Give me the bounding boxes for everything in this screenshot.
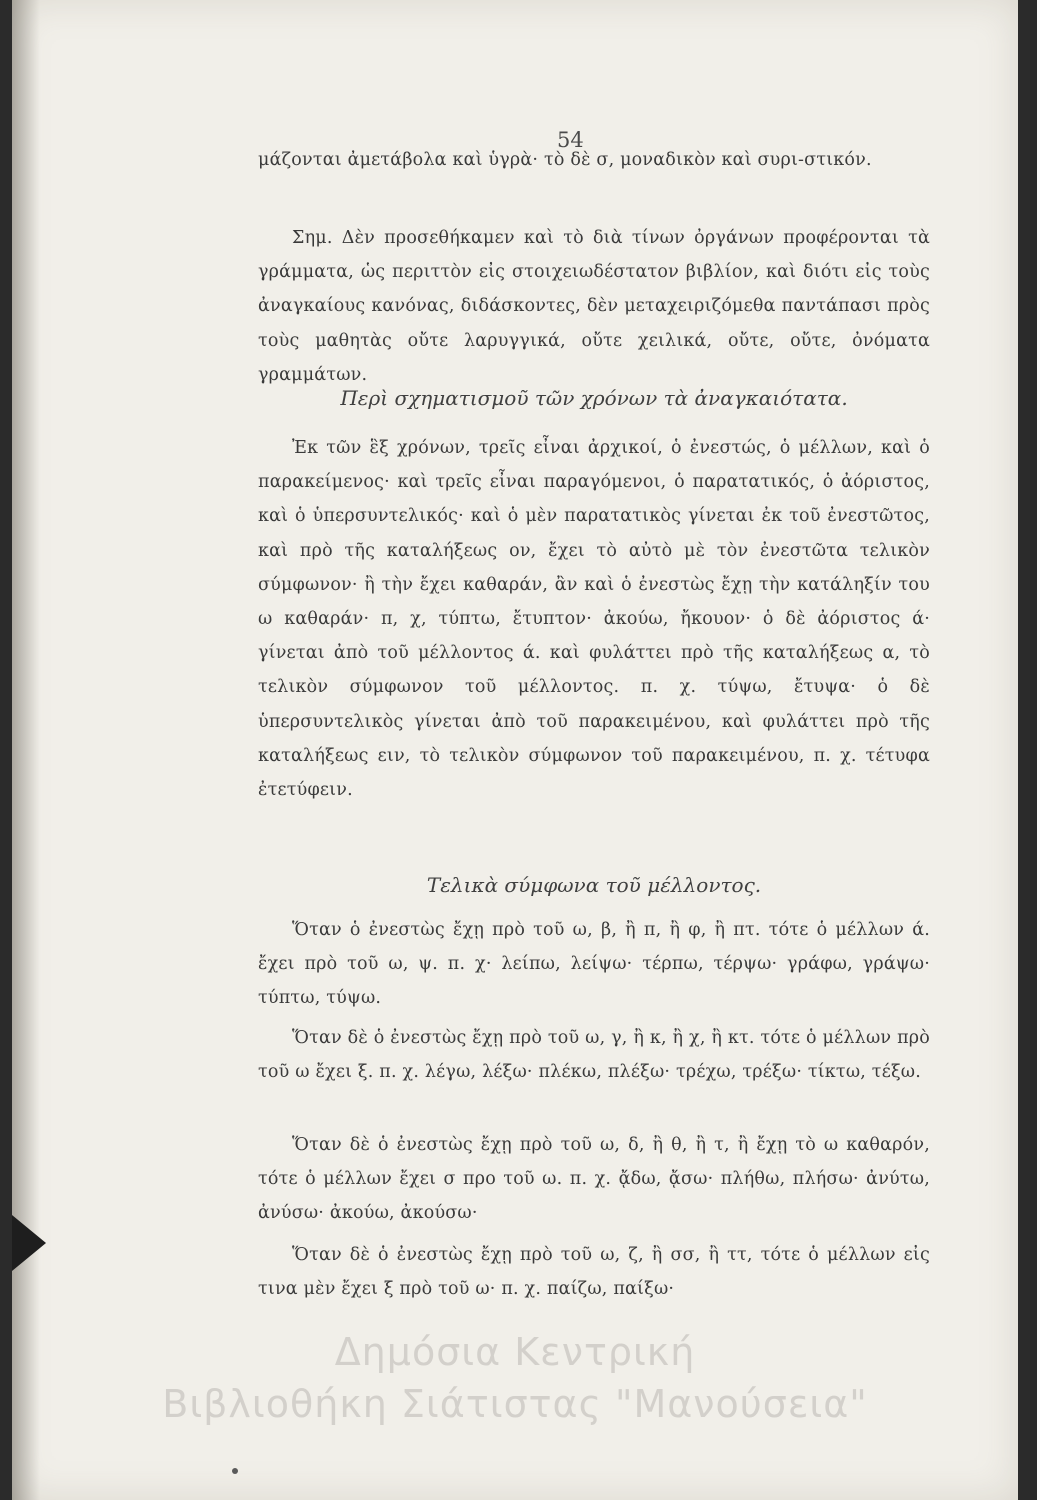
- binding-shadow: [12, 0, 40, 1500]
- book-page: [12, 0, 1018, 1500]
- paragraph-rule-3: Ὅταν δὲ ὁ ἐνεστὼς ἔχῃ πρὸ τοῦ ω, δ, ἢ θ, ἢ τ, ἢ ἔχῃ τὸ ω καθαρόν, τότε ὁ μέλλων ἔχει σ προ τοῦ ω. π. χ. ᾄδω, ᾄσω· πλήθω, πλήσω· ἀνύτω, ἀνύσω· ἀκούω, ἀκούσω·: [258, 1135, 930, 1224]
- paragraph-tenses: Ἐκ τῶν ἓξ χρόνων, τρεῖς εἶναι ἀρχικοί, ὁ ἐνεστώς, ὁ μέλλων, καὶ ὁ παρακείμενος· καὶ τρεῖς εἶναι παραγόμενοι, ὁ παρατατικός, ὁ ἀόριστος, καὶ ὁ ὑπερσυντελικός· καὶ ὁ μὲν παρατατικὸς γίνεται ἐκ τοῦ ἐνεστῶτος, καὶ πρὸ τῆς καταλήξεως ον, ἔχει τὸ αὐτὸ μὲ τὸν ἐνεστῶτα τελικὸν σύμφωνον· ἢ τὴν ἔχει καθαράν, ἂν καὶ ὁ ἐνεστὼς ἔχῃ τὴν κατάληξίν του ω καθαράν· π, χ, τύπτω, ἔτυπτον· ἀκούω, ἤκουον· ὁ δὲ ἀόριστος ά· γίνεται ἀπὸ τοῦ μέλλοντος ά. καὶ φυλάττει πρὸ τῆς καταλήξεως α, τὸ τελικὸν σύμφωνον τοῦ μέλλοντος. π. χ. τύψω, ἔτυψα· ὁ δὲ ὑπερσυντελικὸς γίνεται ἀπὸ τοῦ παρακειμένου, καὶ φυλάττει πρὸ τῆς καταλήξεως ειν, τὸ τελικὸν σύμφωνον τοῦ παρακειμένου, π. χ. τέτυφα ἐτετύφειν.: [258, 438, 930, 801]
- paragraph-rule-2: Ὅταν δὲ ὁ ἐνεστὼς ἔχῃ πρὸ τοῦ ω, γ, ἢ κ, ἢ χ, ἢ κτ. τότε ὁ μέλλων πρὸ τοῦ ω ἔχει ξ. π. χ. λέγω, λέξω· πλέκω, πλέξω· τρέχω, τρέξω· τίκτω, τέξω.: [258, 1028, 930, 1083]
- paragraph-rule-1: Ὅταν ὁ ἐνεστὼς ἔχῃ πρὸ τοῦ ω, β, ἢ π, ἢ φ, ἢ πτ. τότε ὁ μέλλων ά. ἔχει πρὸ τοῦ ω, ψ. π. χ· λείπω, λείψω· τέρπω, τέρψω· γράφω, γράψω· τύπτω, τύψω.: [258, 920, 930, 1009]
- ink-dot: [232, 1468, 238, 1474]
- page-number: 54: [557, 128, 584, 152]
- paragraph-continuation: μάζονται ἀμετάβολα καὶ ὑγρὰ· τὸ δὲ σ, μοναδικὸν καὶ συρι-στικόν.: [258, 150, 872, 170]
- paragraph-rule-4: Ὅταν δὲ ὁ ἐνεστὼς ἔχῃ πρὸ τοῦ ω, ζ, ἢ σσ, ἢ ττ, τότε ὁ μέλλων εἰς τινα μὲν ἔχει ξ πρὸ τοῦ ω· π. χ. παίζω, παίξω·: [258, 1245, 930, 1300]
- library-watermark-line-2: Βιβλιοθήκη Σιάτιστας "Μανούσεια": [162, 1382, 868, 1426]
- section-heading-tense-formation: Περὶ σχηματισμοῦ τῶν χρόνων τὰ ἀναγκαιότατα.: [340, 386, 848, 410]
- section-heading-future-consonants: Τελικὰ σύμφωνα τοῦ μέλλοντος.: [426, 873, 762, 897]
- library-watermark-line-1: Δημόσια Κεντρική: [334, 1330, 696, 1374]
- page-tab-marker: [12, 1215, 46, 1271]
- paragraph-note: Σημ. Δὲν προσεθήκαμεν καὶ τὸ διὰ τίνων ὀργάνων προφέρονται τὰ γράμματα, ὡς περιττὸν εἰς στοιχειωδέστατον βιβλίον, καὶ διότι εἰς τοὺς ἀναγκαίους κανόνας, διδάσκοντες, δὲν μεταχειριζόμεθα παντάπασι πρὸς τοὺς μαθητὰς οὔτε λαρυγγικά, οὔτε χειλικά, οὔτε, οὔτε, ὀνόματα γραμμάτων.: [258, 228, 930, 385]
